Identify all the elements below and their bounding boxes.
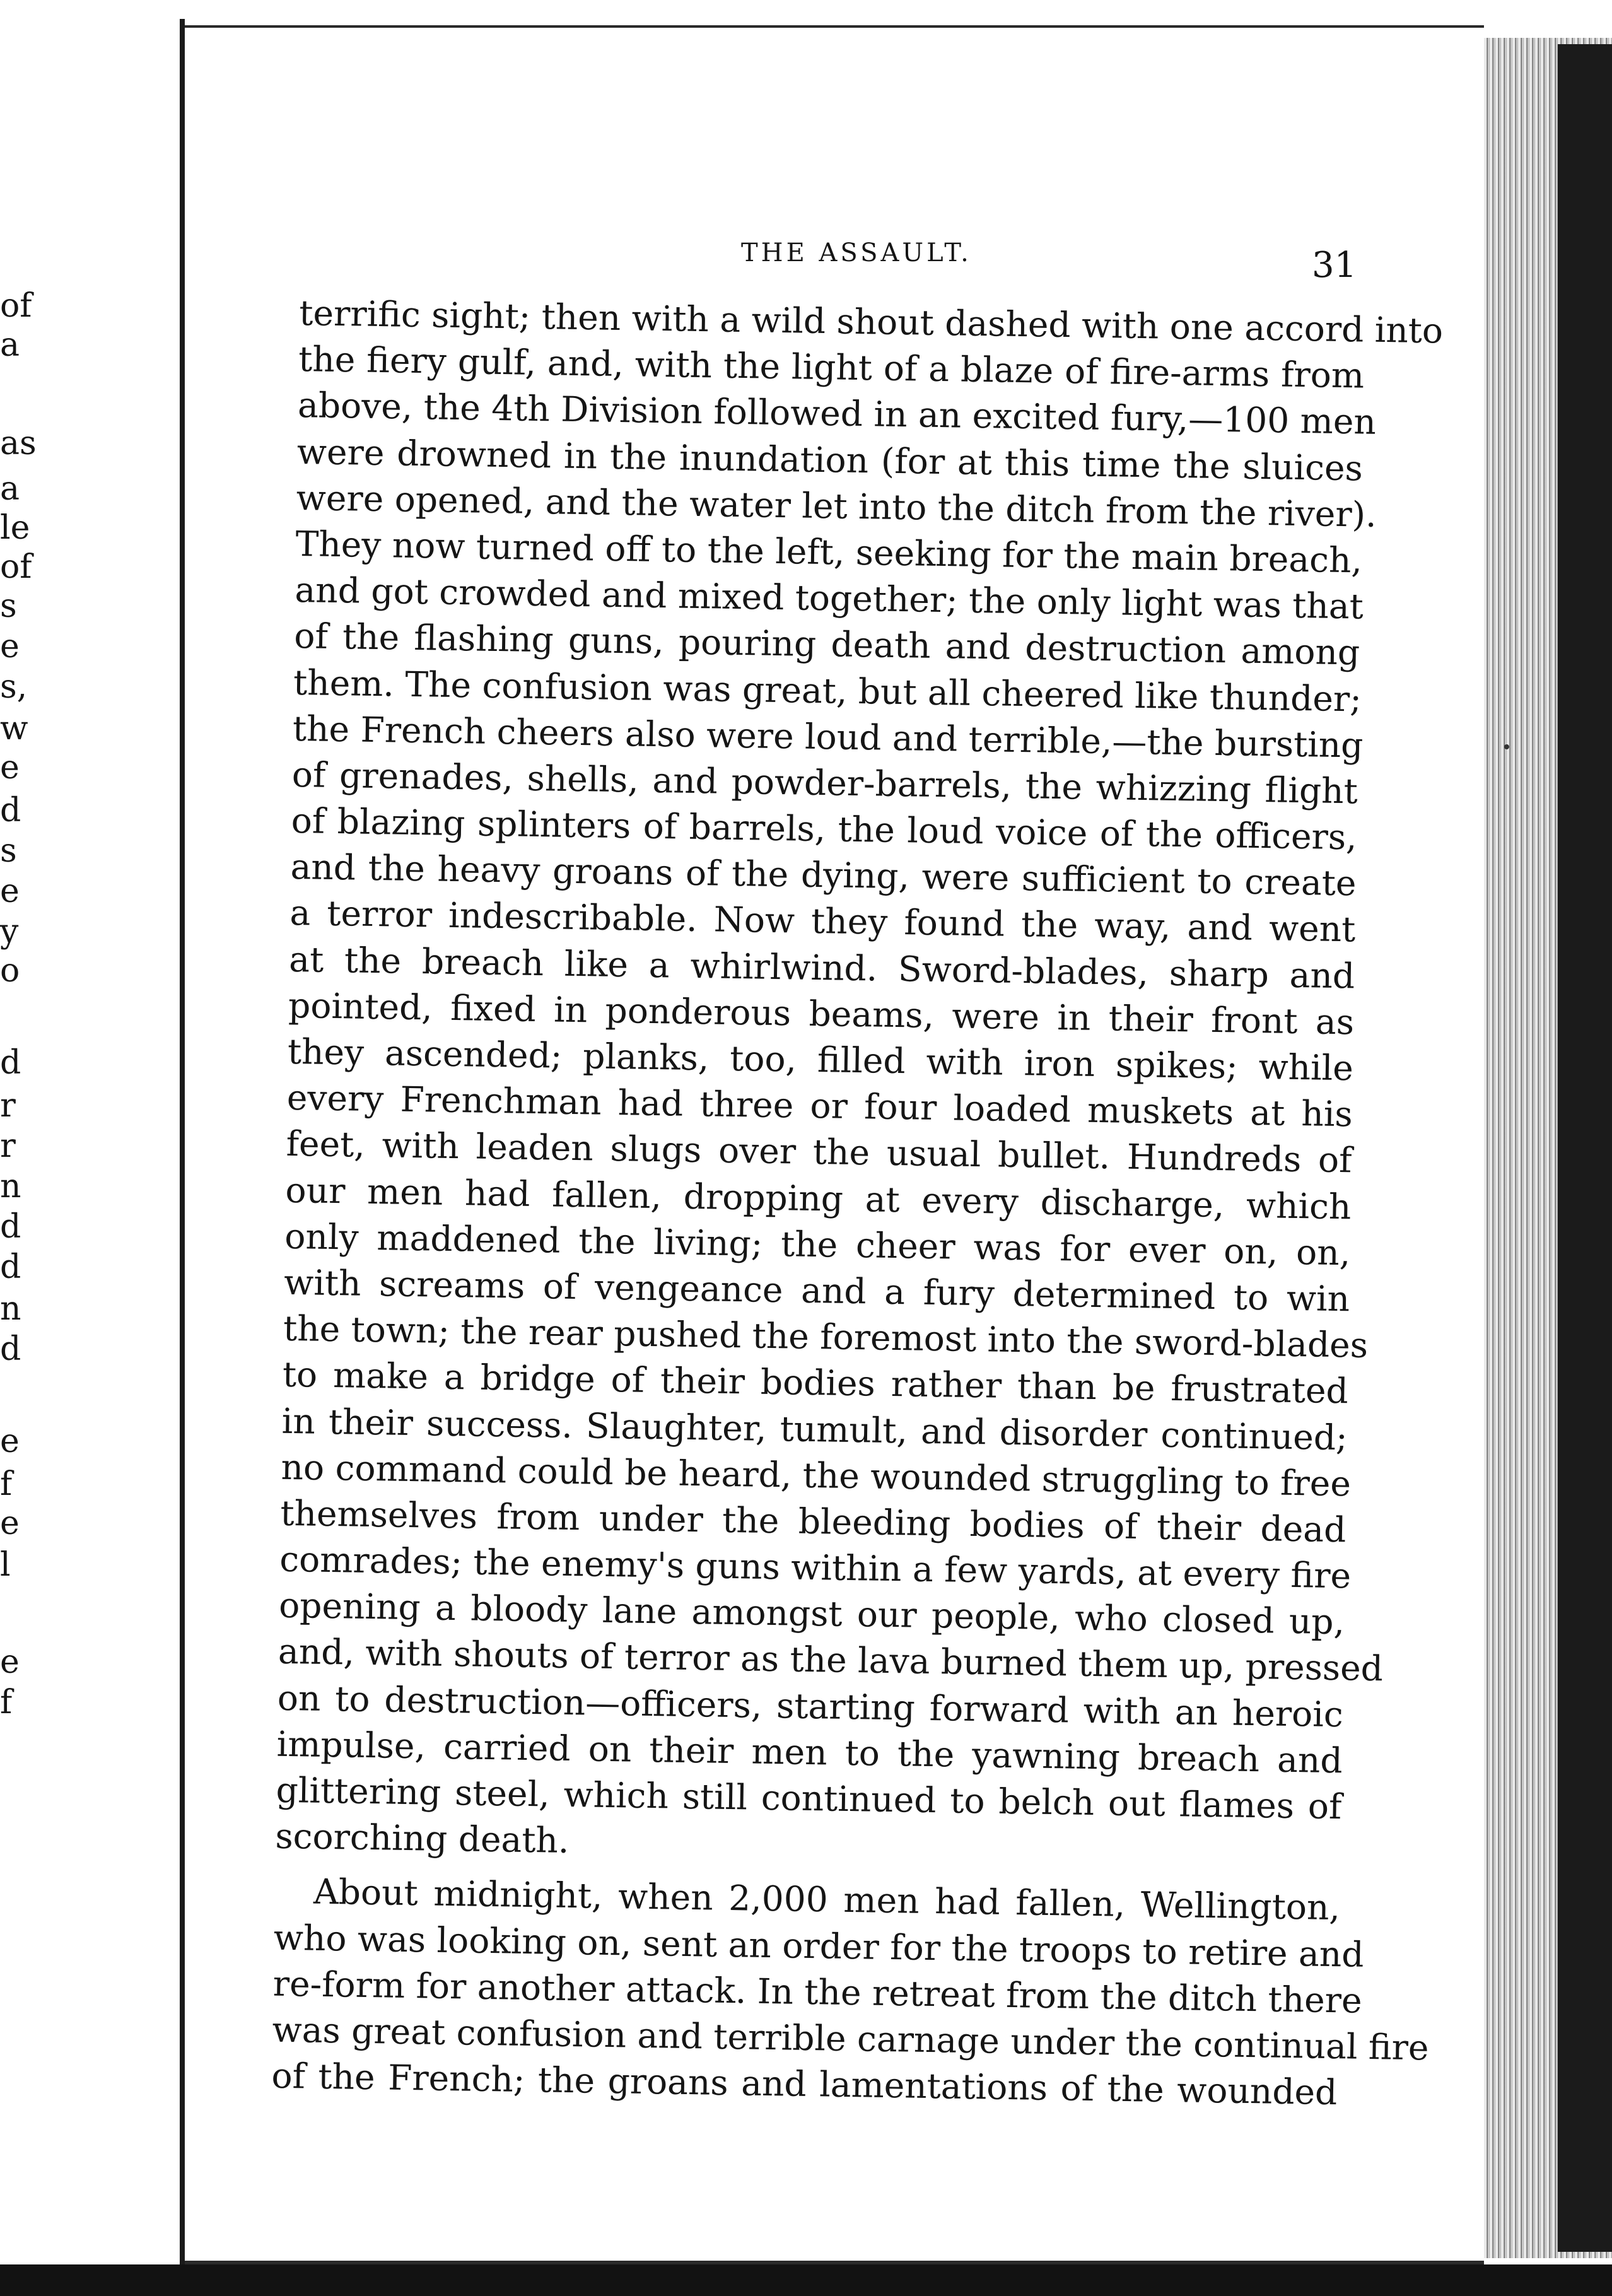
text-line: a terror indescribable. Now they found the way, and went [289, 893, 1356, 950]
text-line: were drowned in the inundation (for at this time the sluices [296, 431, 1364, 489]
left-page-fragment: r [0, 1087, 16, 1125]
left-page-fragment: s, [0, 668, 28, 706]
text-line: re-form for another attack. In the retreat from the ditch there [272, 1963, 1363, 2021]
left-page-fragment: of [0, 287, 32, 325]
left-page-fragment: e [0, 1504, 20, 1542]
text-line: of the French; the groans and lamentations of the wounded [271, 2055, 1338, 2113]
text-line: and, with shouts of terror as the lava burned them up, pressed [277, 1631, 1384, 1689]
text-line: of grenades, shells, and powder-barrels, the whizzing flight [291, 754, 1358, 812]
left-page-fragment: of [0, 548, 32, 586]
left-page-fragment: e [0, 749, 20, 787]
text-line: glittering steel, which still continued to belch out flames of [276, 1769, 1342, 1827]
text-line: About midnight, when 2,000 men had fallen, Wellington, [313, 1871, 1341, 1928]
left-page-fragment: r [0, 1127, 16, 1165]
left-page-fragment: e [0, 628, 20, 665]
text-line: themselves from under the bleeding bodies of their dead [280, 1492, 1346, 1550]
text-line: who was looking on, sent an order for the troops to retire and [273, 1917, 1365, 1975]
text-line: them. The confusion was great, but all cheered like thunder; [293, 662, 1362, 720]
left-page-fragment: e [0, 1643, 20, 1681]
left-page-fragment: d [0, 1248, 21, 1286]
running-head: THE ASSAULT. [741, 238, 972, 267]
body-text [271, 290, 1444, 2116]
text-line: the French cheers also were loud and terrible,—the bursting [292, 708, 1364, 766]
left-page-fragment: w [0, 710, 28, 747]
text-line: our men had fallen, dropping at every discharge, which [285, 1169, 1352, 1227]
text-line: comrades; the enemy's guns within a few yards, at every fire [279, 1538, 1352, 1596]
text-line: every Frenchman had three or four loaded muskets at his [286, 1077, 1353, 1135]
text-line: only maddened the living; the cheer was for ever on, on, [284, 1215, 1351, 1274]
left-page-fragment: s [0, 832, 17, 870]
text-line: the fiery gulf, and, with the light of a blaze of fire-arms from [298, 339, 1365, 396]
book-cover-edge [1558, 44, 1612, 2252]
left-page-fragment: f [0, 1684, 13, 1721]
text-line: at the breach like a whirlwind. Sword-blades, sharp and [288, 939, 1355, 997]
text-line: to make a bridge of their bodies rather than be frustrated [282, 1354, 1349, 1412]
scan-speck [1504, 744, 1509, 749]
left-page-fragment: d [0, 1330, 21, 1368]
text-line: impulse, carried on their men to the yawning breach and [276, 1723, 1343, 1781]
text-line: the town; the rear pushed the foremost into the sword-blades [283, 1308, 1369, 1366]
left-page-margin [0, 0, 183, 2296]
text-line: terrific sight; then with a wild shout dashed with one accord into [298, 292, 1444, 351]
left-page-fragment: a [0, 326, 20, 364]
left-page-fragment: y [0, 913, 19, 951]
text-line: opening a bloody lane amongst our people, who closed up, [278, 1584, 1345, 1643]
text-line: were opened, and the water let into the ditch from the river). [296, 477, 1377, 535]
left-page-fragment: a [0, 470, 20, 508]
left-page-fragment: d [0, 1208, 21, 1246]
page-number: 31 [1312, 245, 1357, 286]
text-line: and got crowded and mixed together; the only light was that [295, 570, 1364, 627]
left-page-fragment: e [0, 872, 20, 910]
text-line: of the flashing guns, pouring death and destruction among [293, 616, 1360, 673]
text-line: on to destruction—officers, starting forward with an heroic [277, 1677, 1344, 1735]
text-line: feet, with leaden slugs over the usual bullet. Hundreds of [286, 1123, 1353, 1181]
left-page-fragment: o [0, 952, 20, 990]
left-page-fragment: d [0, 1044, 21, 1082]
text-line: They now turned off to the left, seeking for the main breach, [295, 523, 1363, 581]
text-line: they ascended; planks, too, filled with iron spikes; while [287, 1031, 1354, 1089]
text-line: in their success. Slaughter, tumult, and disorder continued; [281, 1400, 1348, 1458]
left-page-fragment: l [0, 1546, 11, 1584]
text-line: no command could be heard, the wounded struggling to free [281, 1446, 1352, 1504]
text-line: of blazing splinters of barrels, the loud voice of the officers, [291, 800, 1358, 858]
text-line: and the heavy groans of the dying, were sufficient to create [290, 846, 1357, 904]
text-line: with screams of vengeance and a fury determined to win [283, 1262, 1350, 1320]
left-page-fragment: e [0, 1422, 20, 1460]
text-line: was great confusion and terrible carnage under the continual fire [272, 2009, 1430, 2068]
left-page-fragment: f [0, 1465, 13, 1503]
book-gutter [180, 19, 185, 2264]
left-page-fragment: s [0, 587, 17, 625]
left-page-fragment: as [0, 425, 37, 462]
left-page-fragment: le [0, 509, 30, 547]
text-line: above, the 4th Division followed in an excited fury,—100 men [297, 385, 1377, 443]
scan-bottom-shadow [0, 2264, 1612, 2296]
left-page-fragment: n [0, 1168, 21, 1205]
text-line: pointed, fixed in ponderous beams, were in their front as [288, 985, 1355, 1043]
left-page-fragment: d [0, 792, 21, 829]
left-page-fragment: n [0, 1290, 21, 1328]
text-line: scorching death. [274, 1815, 569, 1861]
